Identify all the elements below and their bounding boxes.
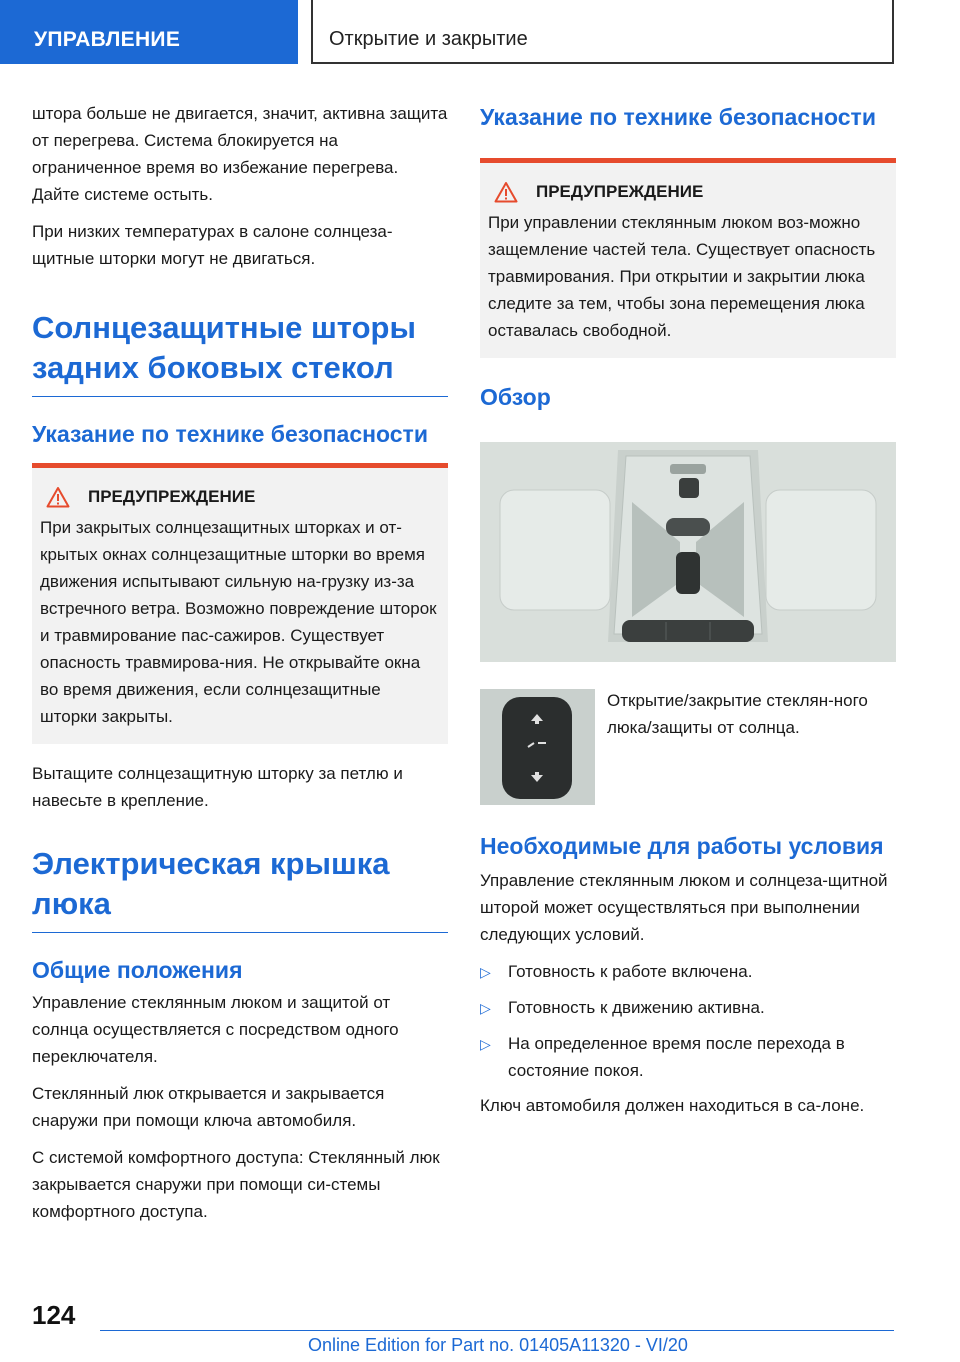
heading-rear-window-shades: Солнцезащитные шторы задних боковых стекол [32,308,448,397]
conditions-intro: Управление стеклянным люком и солнцеза-щитной шторой может осуществляться при выполнении следующих условий. [480,871,888,944]
footer-edition: Online Edition for Part no. 01405A11320 - VI/20 [308,1335,688,1355]
list-item [480,958,896,986]
general-paragraph-1: Управление стеклянным люком и защитой от солнца осуществляется с посредством одного переключателя. [32,993,399,1066]
list-item-text: Готовность к работе включена. [508,962,753,981]
heading-safety-note: Указание по технике безопасности [32,421,428,447]
bullet-arrow-icon: ▷ [480,964,491,980]
warning-box-right [480,158,896,358]
warning-text-right: При управлении стеклянным люком воз-можно защемление частей тела. Существует опасность травмирования. При открытии и закрытии люка следите за тем, чтобы зона перемещения люка оставалась свободной. [488,213,876,340]
warning-title: ПРЕДУПРЕЖДЕНИЕ [88,487,256,506]
right-column [480,102,896,1129]
warning-header-right [488,181,888,203]
list-item [480,994,896,1022]
heading-general: Общие положения [32,957,243,983]
heading-operating-conditions: Необходимые для работы условия [480,833,884,859]
intro-paragraph-2: При низких температурах в салоне солнцеза-щитные шторки могут не двигаться. [32,222,393,268]
warning-triangle-icon [494,181,518,203]
general-paragraph-2: Стеклянный люк открывается и закрывается снаружи при помощи ключа автомобиля. [32,1084,385,1130]
switch-caption: Открытие/закрытие стеклян-ного люка/защиты от солнца. [607,691,868,737]
roof-console-image [480,442,896,662]
warning-triangle-icon [46,486,70,508]
heading-safety-note-right: Указание по технике безопасности [480,104,876,130]
page-number: 124 [32,1300,76,1330]
footer-divider [100,1330,894,1331]
key-note: Ключ автомобиля должен находиться в са-лоне. [480,1096,865,1115]
general-paragraph-3: С системой комфортного доступа: Стеклянный люк закрывается снаружи при помощи си-стемы комфортного доступа. [32,1148,440,1221]
list-item [480,1030,896,1084]
list-item-text: Готовность к движению активна. [508,998,765,1017]
bullet-arrow-icon: ▷ [480,1036,491,1052]
heading-overview: Обзор [480,384,551,410]
warning-box [32,463,448,744]
left-column [32,100,448,1235]
warning-header [40,486,440,508]
after-warning-paragraph: Вытащите солнцезащитную шторку за петлю и навесьте в крепление. [32,764,403,810]
intro-paragraph-1: штора больше не двигается, значит, активна защита от перегрева. Система блокируется на ограниченное время во избежание перегрева. Дайте системе остыть. [32,104,448,204]
chapter-title: Открытие и закрытие [311,0,894,64]
conditions-list [480,958,896,1084]
bullet-arrow-icon: ▷ [480,1000,491,1016]
warning-title-right: ПРЕДУПРЕЖДЕНИЕ [536,182,704,201]
switch-row [480,689,896,805]
heading-electric-sunroof: Электрическая крышка люка [32,844,448,933]
sunroof-switch-image [480,689,595,805]
section-tab: УПРАВЛЕНИЕ [0,0,298,64]
warning-text: При закрытых солнцезащитных шторках и от-крытых окнах солнцезащитные шторки во время движения испытывают сильную на-грузку из-за встречного ветра. Возможно повреждение шторок и травмирование пас-сажиров. Существует опасность травмирова-ния. Не открывайте окна во время движения, если солнцезащитные шторки закрыты. [40,518,437,726]
list-item-text: На определенное время после перехода в состояние покоя. [508,1034,845,1080]
